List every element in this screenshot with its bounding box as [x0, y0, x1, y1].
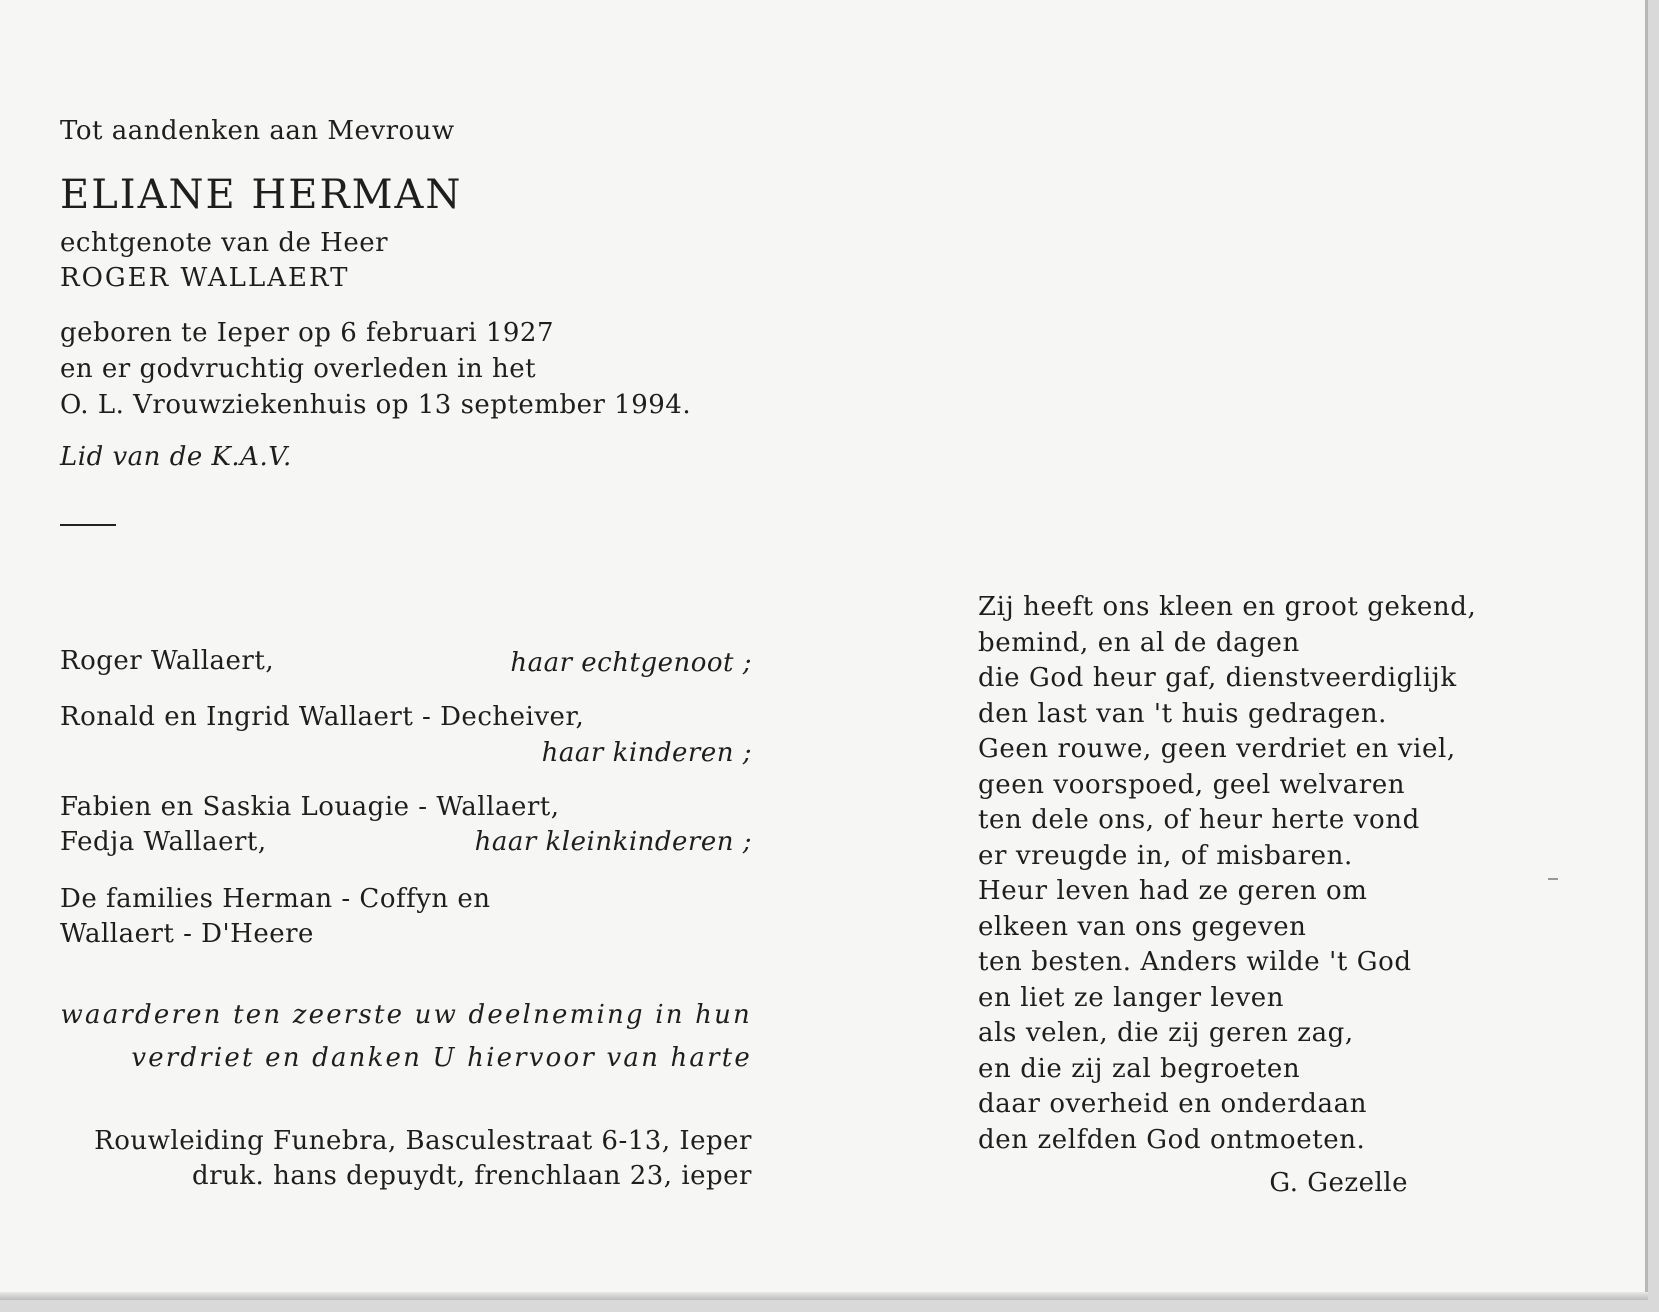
death-text-1: en er godvruchtig overleden in het: [60, 354, 537, 384]
spouse-line: echtgenote van de Heer: [60, 228, 389, 258]
divider: [60, 524, 116, 526]
poem-line: daar overheid en onderdaan: [978, 1089, 1368, 1119]
poem-author: G. Gezelle: [1269, 1168, 1408, 1198]
family-grandchildren-2: Fedja Wallaert,: [60, 827, 267, 857]
family-grandchildren-role: haar kleinkinderen ;: [474, 827, 752, 857]
poem-line: den last van 't huis gedragen.: [978, 698, 1388, 729]
families-line-2: Wallaert - D'Heere: [60, 919, 314, 949]
poem-line: die God heur gaf, dienstveerdiglijk: [978, 663, 1457, 693]
death-text-2: O. L. Vrouwziekenhuis op 13 september 1994.: [60, 390, 692, 420]
paper-speck: [1548, 878, 1558, 880]
membership-text: Lid van de K.A.V.: [60, 442, 292, 472]
poem-line: Geen rouwe, geen verdriet en viel,: [978, 734, 1456, 764]
poem-line: Heur leven had ze geren om: [978, 876, 1368, 906]
poem-line: en liet ze langer leven: [978, 982, 1285, 1013]
printer-text: druk. hans depuydt, frenchlaan 23, ieper: [191, 1161, 752, 1191]
family-spouse-role: haar echtgenoot ;: [510, 648, 752, 678]
poem-line: elkeen van ons gegeven: [978, 911, 1307, 942]
poem: [978, 590, 1476, 1158]
family-spouse-name: Roger Wallaert,: [60, 646, 275, 676]
poem-line: ten besten. Anders wilde 't God: [978, 947, 1412, 977]
family-grandchildren-1: Fabien en Saskia Louagie - Wallaert,: [60, 792, 560, 822]
thanks-line-2: verdriet en danken U hiervoor van harte: [131, 1043, 752, 1073]
thanks-line-1: waarderen ten zeerste uw deelneming in hun: [60, 1000, 752, 1030]
poem-line: en die zij zal begroeten: [978, 1053, 1301, 1084]
family-children-role: haar kinderen ;: [541, 738, 752, 768]
families-line-1: De families Herman - Coffyn en: [60, 884, 491, 914]
poem-line: als velen, die zij geren zag,: [978, 1018, 1354, 1048]
birth-text: geboren te Ieper op 6 februari 1927: [60, 318, 555, 348]
poem-line: den zelfden God ontmoeten.: [978, 1124, 1366, 1155]
poem-line: geen voorspoed, geel welvaren: [978, 769, 1406, 800]
family-children-names: Ronald en Ingrid Wallaert - Decheiver,: [60, 702, 585, 732]
undertaker-text: Rouwleiding Funebra, Basculestraat 6-13, Ieper: [94, 1126, 752, 1156]
intro-text: Tot aandenken aan Mevrouw: [60, 116, 455, 146]
poem-line: ten dele ons, of heur herte vond: [978, 805, 1420, 835]
poem-line: Zij heeft ons kleen en groot gekend,: [978, 592, 1477, 622]
poem-line: bemind, en al de dagen: [978, 627, 1300, 658]
poem-line: er vreugde in, of misbaren.: [978, 840, 1353, 871]
spouse-name-heading: ROGER WALLAERT: [60, 263, 350, 293]
deceased-name: ELIANE HERMAN: [60, 172, 463, 218]
